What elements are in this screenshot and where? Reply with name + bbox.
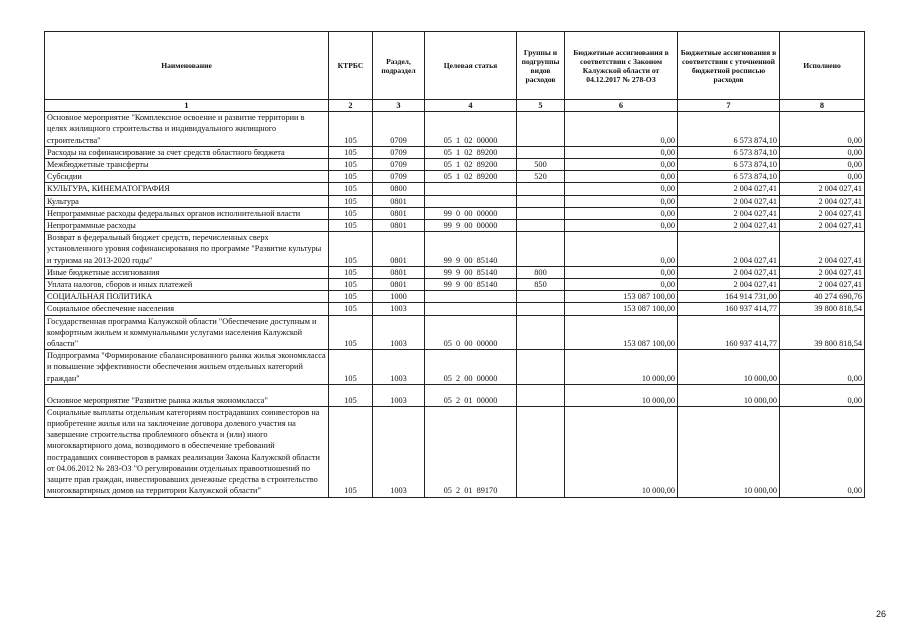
row-group xyxy=(517,112,565,147)
row-section: 0709 xyxy=(373,159,425,171)
row-target xyxy=(425,291,517,303)
col-number: 6 xyxy=(565,100,678,112)
row-name: Основное мероприятие "Комплексное освоение и развитие территории в целях жилищного строительства и индивидуального жилищного строительства" xyxy=(45,112,329,147)
row-ktrbs: 105 xyxy=(329,291,373,303)
row-name: Государственная программа Калужской области "Обеспечение доступным и комфортным жильем и коммунальными услугами населения Калужской области" xyxy=(45,315,329,350)
row-law-amount: 0,00 xyxy=(565,266,678,278)
row-refined-amount: 10 000,00 xyxy=(678,350,780,385)
table-row xyxy=(45,195,865,207)
row-group xyxy=(517,232,565,267)
page-number: 26 xyxy=(875,609,886,619)
header-row xyxy=(45,32,865,100)
row-group xyxy=(517,315,565,350)
table-row xyxy=(45,220,865,232)
row-group xyxy=(517,146,565,158)
row-target xyxy=(425,195,517,207)
row-name: Субсидии xyxy=(45,171,329,183)
row-refined-amount: 6 573 874,10 xyxy=(678,159,780,171)
table-row xyxy=(45,171,865,183)
row-law-amount: 0,00 xyxy=(565,232,678,267)
row-target: 05 1 02 89200 xyxy=(425,159,517,171)
row-group: 520 xyxy=(517,171,565,183)
row-group xyxy=(517,195,565,207)
budget-table xyxy=(44,31,865,498)
row-group xyxy=(517,220,565,232)
row-ktrbs: 105 xyxy=(329,220,373,232)
row-section: 0801 xyxy=(373,195,425,207)
row-ktrbs: 105 xyxy=(329,183,373,195)
row-done-amount: 2 004 027,41 xyxy=(780,207,865,219)
col-number: 1 xyxy=(45,100,329,112)
row-target: 05 2 01 00000 xyxy=(425,384,517,406)
row-law-amount: 10 000,00 xyxy=(565,384,678,406)
row-law-amount: 10 000,00 xyxy=(565,350,678,385)
row-name: Культура xyxy=(45,195,329,207)
table-row xyxy=(45,112,865,147)
row-law-amount: 0,00 xyxy=(565,146,678,158)
row-refined-amount: 2 004 027,41 xyxy=(678,266,780,278)
row-section: 0709 xyxy=(373,171,425,183)
row-done-amount: 2 004 027,41 xyxy=(780,195,865,207)
table-row xyxy=(45,303,865,315)
row-group: 500 xyxy=(517,159,565,171)
col-number: 2 xyxy=(329,100,373,112)
row-section: 1003 xyxy=(373,350,425,385)
col-number: 3 xyxy=(373,100,425,112)
column-number-row xyxy=(45,100,865,112)
row-section: 0709 xyxy=(373,112,425,147)
row-done-amount: 2 004 027,41 xyxy=(780,220,865,232)
row-group: 800 xyxy=(517,266,565,278)
row-target: 05 1 02 89200 xyxy=(425,146,517,158)
row-ktrbs: 105 xyxy=(329,112,373,147)
row-target: 05 0 00 00000 xyxy=(425,315,517,350)
row-name: Межбюджетные трансферты xyxy=(45,159,329,171)
row-law-amount: 10 000,00 xyxy=(565,406,678,497)
row-name: Иные бюджетные ассигнования xyxy=(45,266,329,278)
row-name: Расходы на софинансирование за счет средств областного бюджета xyxy=(45,146,329,158)
row-section: 1003 xyxy=(373,406,425,497)
row-section: 0801 xyxy=(373,279,425,291)
row-refined-amount: 2 004 027,41 xyxy=(678,207,780,219)
table-row xyxy=(45,146,865,158)
row-ktrbs: 105 xyxy=(329,406,373,497)
row-law-amount: 0,00 xyxy=(565,171,678,183)
row-refined-amount: 10 000,00 xyxy=(678,384,780,406)
row-done-amount: 2 004 027,41 xyxy=(780,183,865,195)
table-row xyxy=(45,207,865,219)
row-refined-amount: 2 004 027,41 xyxy=(678,232,780,267)
row-done-amount: 0,00 xyxy=(780,406,865,497)
row-group xyxy=(517,183,565,195)
row-law-amount: 153 087 100,00 xyxy=(565,291,678,303)
row-law-amount: 0,00 xyxy=(565,207,678,219)
row-name: Возврат в федеральный бюджет средств, перечисленных сверх установленного уровня софинансирования по программе "Развитие культуры и туризма на 2013-2020 годы" xyxy=(45,232,329,267)
row-group xyxy=(517,303,565,315)
row-name: Социальные выплаты отдельным категориям пострадавших соинвесторов на приобретение жилья или на заключение договора долевого участия на завершение строительства проблемного объекта и (или) иного многоквартирного дома, возводимого в обеспечение требований пострадавших соинвесторов в рамках реализации Закона Калужской области от 04.06.2012 № 283-ОЗ "О регулировании отдельных правоотношений по защите прав граждан, инвестировавших денежные средства в строительство многоквартирных домов на территории Калужской области" xyxy=(45,406,329,497)
row-done-amount: 2 004 027,41 xyxy=(780,232,865,267)
row-law-amount: 153 087 100,00 xyxy=(565,315,678,350)
row-ktrbs: 105 xyxy=(329,207,373,219)
row-target: 05 2 01 89170 xyxy=(425,406,517,497)
row-done-amount: 0,00 xyxy=(780,171,865,183)
col-header-refined: Бюджетные ассигнования в соответствии с уточненной бюджетной росписью расходов xyxy=(678,32,780,100)
row-done-amount: 0,00 xyxy=(780,159,865,171)
col-header-groups: Группы и подгруппы видов расходов xyxy=(517,32,565,100)
row-refined-amount: 164 914 731,00 xyxy=(678,291,780,303)
row-name: КУЛЬТУРА, КИНЕМАТОГРАФИЯ xyxy=(45,183,329,195)
row-ktrbs: 105 xyxy=(329,171,373,183)
row-target: 05 2 00 00000 xyxy=(425,350,517,385)
row-group xyxy=(517,384,565,406)
row-ktrbs: 105 xyxy=(329,384,373,406)
row-law-amount: 0,00 xyxy=(565,220,678,232)
row-name: Непрограммные расходы федеральных органов исполнительной власти xyxy=(45,207,329,219)
row-refined-amount: 2 004 027,41 xyxy=(678,279,780,291)
row-refined-amount: 6 573 874,10 xyxy=(678,171,780,183)
col-header-name: Наименование xyxy=(45,32,329,100)
row-done-amount: 0,00 xyxy=(780,112,865,147)
row-refined-amount: 10 000,00 xyxy=(678,406,780,497)
row-ktrbs: 105 xyxy=(329,159,373,171)
row-group: 850 xyxy=(517,279,565,291)
col-number: 4 xyxy=(425,100,517,112)
row-name: Основное мероприятие "Развитие рынка жилья экономкласса" xyxy=(45,384,329,406)
row-refined-amount: 160 937 414,77 xyxy=(678,303,780,315)
row-target: 05 1 02 89200 xyxy=(425,171,517,183)
row-refined-amount: 6 573 874,10 xyxy=(678,146,780,158)
row-law-amount: 0,00 xyxy=(565,195,678,207)
row-target: 99 9 00 85140 xyxy=(425,232,517,267)
table-row xyxy=(45,291,865,303)
row-done-amount: 39 800 818,54 xyxy=(780,315,865,350)
row-done-amount: 0,00 xyxy=(780,350,865,385)
row-group xyxy=(517,350,565,385)
row-group xyxy=(517,406,565,497)
table-row xyxy=(45,232,865,267)
row-done-amount: 40 274 690,76 xyxy=(780,291,865,303)
row-target xyxy=(425,183,517,195)
row-ktrbs: 105 xyxy=(329,195,373,207)
row-ktrbs: 105 xyxy=(329,232,373,267)
row-law-amount: 0,00 xyxy=(565,159,678,171)
row-name: Подпрограмма "Формирование сбалансированного рынка жилья экономкласса и повышение эффективности обеспечения жильем отдельных категорий граждан" xyxy=(45,350,329,385)
row-section: 0801 xyxy=(373,266,425,278)
row-ktrbs: 105 xyxy=(329,315,373,350)
row-section: 0801 xyxy=(373,207,425,219)
table-row xyxy=(45,266,865,278)
col-header-ktrbs: КТРБС xyxy=(329,32,373,100)
row-section: 1003 xyxy=(373,303,425,315)
row-name: СОЦИАЛЬНАЯ ПОЛИТИКА xyxy=(45,291,329,303)
row-refined-amount: 6 573 874,10 xyxy=(678,112,780,147)
row-ktrbs: 105 xyxy=(329,279,373,291)
row-name: Непрограммные расходы xyxy=(45,220,329,232)
row-target: 05 1 02 00000 xyxy=(425,112,517,147)
table-row xyxy=(45,159,865,171)
row-ktrbs: 105 xyxy=(329,350,373,385)
row-ktrbs: 105 xyxy=(329,266,373,278)
row-done-amount: 2 004 027,41 xyxy=(780,279,865,291)
row-refined-amount: 2 004 027,41 xyxy=(678,195,780,207)
col-number: 7 xyxy=(678,100,780,112)
row-done-amount: 0,00 xyxy=(780,146,865,158)
row-section: 1000 xyxy=(373,291,425,303)
row-refined-amount: 2 004 027,41 xyxy=(678,183,780,195)
row-target xyxy=(425,303,517,315)
col-header-target: Целевая статья xyxy=(425,32,517,100)
row-refined-amount: 2 004 027,41 xyxy=(678,220,780,232)
row-law-amount: 153 087 100,00 xyxy=(565,303,678,315)
row-ktrbs: 105 xyxy=(329,303,373,315)
row-refined-amount: 160 937 414,77 xyxy=(678,315,780,350)
row-group xyxy=(517,207,565,219)
row-ktrbs: 105 xyxy=(329,146,373,158)
row-target: 99 9 00 00000 xyxy=(425,220,517,232)
row-target: 99 9 00 85140 xyxy=(425,266,517,278)
row-law-amount: 0,00 xyxy=(565,183,678,195)
row-name: Уплата налогов, сборов и иных платежей xyxy=(45,279,329,291)
row-name: Социальное обеспечение населения xyxy=(45,303,329,315)
row-target: 99 0 00 00000 xyxy=(425,207,517,219)
row-section: 1003 xyxy=(373,315,425,350)
table-row xyxy=(45,315,865,350)
table-row xyxy=(45,183,865,195)
row-section: 1003 xyxy=(373,384,425,406)
row-done-amount: 2 004 027,41 xyxy=(780,266,865,278)
col-number: 8 xyxy=(780,100,865,112)
row-law-amount: 0,00 xyxy=(565,279,678,291)
table-row xyxy=(45,350,865,385)
row-section: 0801 xyxy=(373,220,425,232)
row-done-amount: 0,00 xyxy=(780,384,865,406)
table-row xyxy=(45,406,865,497)
row-section: 0801 xyxy=(373,232,425,267)
row-done-amount: 39 800 818,54 xyxy=(780,303,865,315)
row-target: 99 9 00 85140 xyxy=(425,279,517,291)
col-header-done: Исполнено xyxy=(780,32,865,100)
row-section: 0800 xyxy=(373,183,425,195)
row-law-amount: 0,00 xyxy=(565,112,678,147)
row-section: 0709 xyxy=(373,146,425,158)
table-row xyxy=(45,279,865,291)
col-header-law: Бюджетные ассигнования в соответствии с Законом Калужской области от 04.12.2017 № 278-ОЗ xyxy=(565,32,678,100)
col-number: 5 xyxy=(517,100,565,112)
col-header-section: Раздел, подраздел xyxy=(373,32,425,100)
table-row xyxy=(45,384,865,406)
row-group xyxy=(517,291,565,303)
